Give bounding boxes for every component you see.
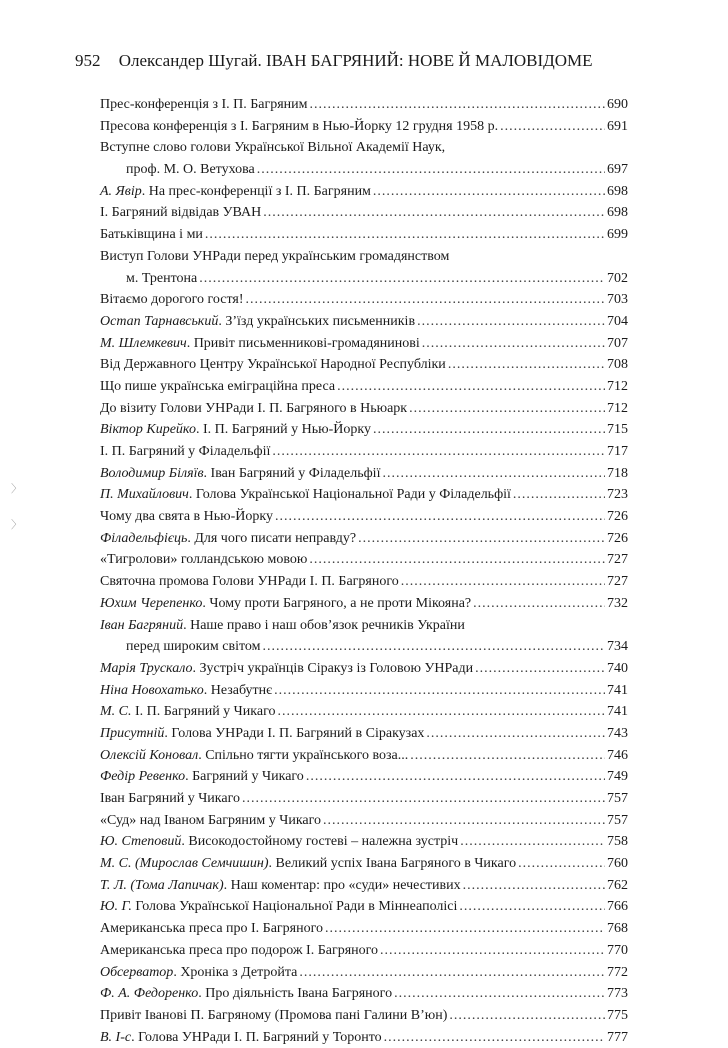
toc-entry: [100, 723, 628, 745]
entry-author: Ю. Степовий: [100, 834, 182, 850]
entry-title: [100, 788, 240, 810]
toc-entry: [100, 593, 628, 615]
dot-leader: [401, 571, 605, 593]
entry-author: Віктор Кирейко: [100, 422, 196, 438]
entry-page-number: 757: [607, 812, 628, 828]
entry-title-text: Голова Української Національної Ради в Міннеаполісі: [131, 899, 458, 915]
toc-entry: [100, 333, 628, 355]
entry-page-number: 772: [607, 964, 628, 980]
entry-author: Ніна Новохатько: [100, 682, 204, 698]
toc-entry: [100, 506, 628, 528]
toc-entry: [100, 788, 628, 810]
toc-entry: [100, 116, 628, 138]
toc-entry: [100, 528, 628, 550]
entry-page-number: 758: [607, 834, 628, 850]
entry-title: [100, 896, 457, 918]
entry-title: [100, 745, 408, 767]
entry-title: [100, 962, 297, 984]
toc-entry: [100, 549, 628, 571]
entry-title-text: І. Багряний відвідав УВАН: [100, 205, 262, 221]
entry-page-number: 762: [607, 877, 628, 893]
entry-title: [100, 571, 399, 593]
entry-title-text: . Наш коментар: про «суди» нечестивих: [223, 877, 461, 893]
entry-title-text: «Тигролови» голландською мовою: [100, 552, 308, 568]
entry-title: [100, 723, 424, 745]
entry-title-text: . Великий успіх Івана Багряного в Чикаго: [268, 856, 517, 872]
entry-title-text: . Високодостойному гостеві – належна зустріч: [181, 834, 459, 850]
toc-entry: [100, 615, 628, 658]
entry-author: Філадельфієць: [100, 530, 188, 546]
entry-title-text: перед широким світом: [126, 639, 261, 655]
dot-leader: [263, 202, 605, 224]
entry-page-number: 723: [607, 487, 628, 503]
entry-author: Федір Ревенко: [100, 769, 186, 785]
entry-title-text: Що пише українська еміграційна преса: [100, 378, 336, 394]
toc-entry: [100, 701, 628, 723]
toc-entry: [100, 376, 628, 398]
dot-leader: [460, 831, 605, 853]
entry-title: [100, 137, 445, 159]
entry-title: [100, 810, 321, 832]
entry-title-text: . Привіт письменникові-громадянинові: [186, 335, 420, 351]
entry-title-text: м. Трентона: [126, 270, 198, 286]
toc-entry: [100, 137, 628, 180]
dot-leader: [358, 528, 605, 550]
entry-page-number: 766: [607, 899, 628, 915]
entry-title-text: . Голова УНРади І. П. Багряний у Торонто: [131, 1029, 382, 1045]
entry-author: Т. Л. (Тома Лапичак): [100, 877, 224, 893]
entry-title: [126, 159, 255, 181]
entry-title-text: . Іван Багряний у Філадельфії: [203, 465, 381, 481]
dot-leader: [274, 680, 605, 702]
entry-author: Юхим Черепенко: [100, 595, 203, 611]
dot-leader: [459, 896, 605, 918]
toc-entry: [100, 224, 628, 246]
entry-title: [100, 983, 392, 1005]
entry-title-text: Вітаємо дорогого гостя!: [100, 292, 244, 308]
entry-title: [100, 528, 356, 550]
entry-title: [100, 246, 449, 268]
entry-title-text: Виступ Голови УНРади перед українським громадянством: [100, 248, 450, 264]
entry-title-text: Чому два свята в Нью-Йорку: [100, 509, 273, 525]
entry-author: Володимир Біляїв: [100, 465, 204, 481]
dot-leader: [426, 723, 605, 745]
entry-title-text: Американська преса про І. Багряного: [100, 921, 324, 937]
toc-entry: [100, 419, 628, 441]
entry-title: [100, 658, 473, 680]
entry-title-text: Вступне слово голови Української Вільної Академії Наук,: [100, 140, 446, 156]
dot-leader: [309, 549, 605, 571]
dot-leader: [242, 788, 605, 810]
toc-entry: [100, 441, 628, 463]
entry-title-text: «Суд» над Іваном Багряним у Чикаго: [100, 812, 322, 828]
entry-title-text: Іван Багряний у Чикаго: [100, 791, 240, 806]
entry-title-text: До візиту Голови УНРади І. П. Багряного в Ньюарк: [100, 400, 408, 416]
entry-title-text: . Незабутнє: [203, 682, 273, 698]
entry-title-text: . Про діяльність Івана Багряного: [198, 986, 393, 1002]
entry-page-number: 726: [607, 530, 628, 546]
toc-entry: [100, 766, 628, 788]
entry-page-number: 708: [607, 357, 628, 373]
entry-author: Марія Трускало: [100, 660, 193, 676]
entry-title-text: . Голова УНРади І. П. Багряний в Сіракузах: [164, 725, 425, 741]
toc-entry: [100, 463, 628, 485]
entry-page-number: 727: [607, 552, 628, 568]
entry-title-text: Батьківщина і ми: [100, 227, 203, 243]
dot-leader: [394, 983, 605, 1005]
entry-title: [126, 268, 197, 290]
dot-leader: [380, 940, 605, 962]
entry-page-number: 707: [607, 335, 628, 351]
toc-entry: [100, 983, 628, 1005]
entry-title: [100, 463, 380, 485]
entry-page-number: 746: [607, 747, 628, 763]
margin-mark: 〉: [11, 483, 22, 495]
dot-leader: [384, 1027, 605, 1048]
entry-title-text: Від Державного Центру Української Народної Республіки: [100, 357, 446, 373]
entry-title-text: . На прес-конференції з І. П. Багряним: [141, 183, 371, 199]
entry-author: П. Михайлович: [100, 487, 189, 503]
dot-leader: [409, 398, 605, 420]
entry-title-text: . Для чого писати неправду?: [187, 530, 357, 546]
dot-leader: [463, 875, 605, 897]
entry-author: Ю. Г.: [100, 899, 132, 915]
entry-title: [100, 441, 270, 463]
entry-title-text: Святочна промова Голови УНРади І. П. Багряного: [100, 574, 399, 590]
entry-page-number: 741: [607, 682, 628, 698]
entry-page-number: 691: [607, 118, 628, 134]
entry-title: [100, 311, 415, 333]
entry-title: [100, 918, 323, 940]
table-of-contents: [100, 94, 628, 1048]
entry-title: [100, 354, 446, 376]
toc-entry: [100, 1005, 628, 1027]
entry-author: М. Шлемкевич: [100, 335, 187, 351]
entry-author: Обсерватор: [100, 964, 174, 980]
entry-page-number: 741: [607, 704, 628, 720]
entry-page-number: 698: [607, 205, 628, 221]
dot-leader: [277, 701, 605, 723]
entry-title-text: . Зустріч українців Сіракуз із Головою УНРади: [192, 660, 474, 676]
entry-page-number: 690: [607, 97, 628, 112]
entry-title-text: Американська преса про подорож І. Багряного: [100, 942, 379, 958]
dot-leader: [306, 766, 605, 788]
entry-title: [100, 593, 471, 615]
toc-entry: [100, 202, 628, 224]
entry-page-number: 760: [607, 856, 628, 872]
dot-leader: [272, 441, 605, 463]
entry-title-text: проф. М. О. Ветухова: [126, 162, 255, 178]
entry-title-text: . Чому проти Багряного, а не проти Мікояна?: [202, 595, 472, 611]
entry-page-number: 740: [607, 660, 628, 676]
toc-entry: [100, 962, 628, 984]
entry-title: [100, 419, 371, 441]
entry-page-number: 775: [607, 1007, 628, 1023]
dot-leader: [513, 484, 605, 506]
entry-page-number: 726: [607, 509, 628, 525]
dot-leader: [310, 94, 605, 116]
toc-entry: [100, 1027, 628, 1048]
dot-leader: [500, 116, 605, 138]
entry-title: [100, 289, 244, 311]
entry-page-number: 715: [607, 422, 628, 438]
dot-leader: [299, 962, 605, 984]
dot-leader: [246, 289, 606, 311]
entry-title: [100, 202, 261, 224]
dot-leader: [473, 593, 605, 615]
entry-page-number: 749: [607, 769, 628, 785]
dot-leader: [325, 918, 605, 940]
entry-title-text: . Спільно тягти українського воза...: [198, 747, 409, 763]
entry-page-number: 734: [607, 639, 628, 655]
entry-title: [100, 484, 511, 506]
entry-title-text: . З’їзд українських письменників: [218, 313, 416, 329]
toc-entry: [100, 398, 628, 420]
dot-leader: [373, 181, 605, 203]
margin-mark: 〉: [11, 519, 22, 531]
entry-title-text: Прес-конференція з І. П. Багряним: [100, 97, 308, 112]
entry-title: [100, 398, 407, 420]
dot-leader: [263, 636, 605, 658]
toc-entry: [100, 246, 628, 289]
entry-title-text: Пресова конференція з І. Багряним в Нью-Йорку 12 грудня 1958 р.: [100, 118, 499, 134]
dot-leader: [410, 745, 605, 767]
entry-title: [100, 766, 304, 788]
entry-title: [126, 636, 261, 658]
entry-title: [100, 831, 458, 853]
entry-title-text: . Багряний у Чикаго: [185, 769, 304, 785]
toc-entry: [100, 571, 628, 593]
dot-leader: [205, 224, 605, 246]
entry-author: Іван Багряний: [100, 617, 184, 633]
entry-page-number: 732: [607, 595, 628, 611]
page-number: 952: [75, 51, 101, 70]
entry-author: Остап Тарнавський: [100, 313, 219, 329]
entry-title: [100, 940, 378, 962]
dot-leader: [475, 658, 605, 680]
toc-entry: [100, 853, 628, 875]
dot-leader: [373, 419, 605, 441]
entry-title: [100, 376, 335, 398]
entry-title: [100, 701, 275, 723]
toc-entry: [100, 354, 628, 376]
running-header: [75, 51, 655, 73]
entry-author: Олексій Коновал: [100, 747, 199, 763]
entry-page-number: 757: [607, 791, 628, 806]
entry-title-text: . І. П. Багряний у Нью-Йорку: [195, 422, 371, 438]
dot-leader: [518, 853, 605, 875]
entry-author: Ф. А. Федоренко: [100, 986, 199, 1002]
entry-title-text: Привіт Іванові П. Багряному (Промова пані Галини В’юн): [100, 1007, 448, 1023]
toc-entry: [100, 918, 628, 940]
dot-leader: [422, 333, 605, 355]
entry-title: [100, 333, 420, 355]
entry-page-number: 743: [607, 725, 628, 741]
entry-page-number: 727: [607, 574, 628, 590]
entry-title: [100, 853, 516, 875]
toc-entry: [100, 875, 628, 897]
toc-entry: [100, 745, 628, 767]
toc-entry: [100, 896, 628, 918]
dot-leader: [323, 810, 605, 832]
entry-title-text: . Голова Української Національної Ради у Філадельфії: [188, 487, 511, 503]
entry-title: [100, 224, 203, 246]
dot-leader: [448, 354, 605, 376]
entry-page-number: 698: [607, 183, 628, 199]
entry-author: М. С.: [100, 704, 132, 720]
toc-entry: [100, 680, 628, 702]
entry-title: [100, 549, 307, 571]
entry-title: [100, 116, 498, 138]
entry-page-number: 697: [607, 162, 628, 178]
dot-leader: [257, 159, 605, 181]
dot-leader: [449, 1005, 605, 1027]
entry-author: А. Явір: [100, 183, 142, 199]
dot-leader: [199, 268, 605, 290]
toc-entry: [100, 289, 628, 311]
entry-title-text: . Наше право і наш обов’язок речників України: [183, 617, 465, 633]
entry-title: [100, 680, 272, 702]
entry-page-number: 702: [607, 270, 628, 286]
dot-leader: [417, 311, 605, 333]
toc-entry: [100, 831, 628, 853]
entry-title: [100, 1027, 382, 1048]
entry-page-number: 770: [607, 942, 628, 958]
entry-title-text: І. П. Багряний у Чикаго: [131, 704, 276, 720]
entry-page-number: 703: [607, 292, 628, 308]
entry-page-number: 777: [607, 1029, 628, 1045]
entry-page-number: 718: [607, 465, 628, 481]
entry-page-number: 699: [607, 227, 628, 243]
dot-leader: [275, 506, 605, 528]
toc-entry: [100, 810, 628, 832]
entry-page-number: 768: [607, 921, 628, 937]
entry-title-text: І. П. Багряний у Філадельфії: [100, 444, 271, 459]
entry-title: [100, 615, 465, 637]
toc-entry: [100, 940, 628, 962]
entry-page-number: 717: [607, 444, 628, 459]
entry-page-number: 712: [607, 378, 628, 394]
entry-author: Присутній: [100, 725, 165, 741]
entry-title: [100, 1005, 447, 1027]
entry-title-text: . Хроніка з Детройта: [173, 964, 298, 980]
entry-author: В. І-с: [100, 1029, 132, 1045]
entry-author: М. С. (Мирослав Семчишин): [100, 856, 269, 872]
entry-title: [100, 181, 371, 203]
toc-entry: [100, 94, 628, 116]
toc-entry: [100, 311, 628, 333]
entry-title: [100, 94, 308, 116]
toc-entry: [100, 658, 628, 680]
dot-leader: [337, 376, 605, 398]
toc-entry: [100, 181, 628, 203]
toc-entry: [100, 484, 628, 506]
entry-page-number: 704: [607, 313, 628, 329]
dot-leader: [382, 463, 605, 485]
running-title: Олександер Шугай. ІВАН БАГРЯНИЙ: НОВЕ Й МАЛОВІДОМЕ: [118, 51, 593, 70]
entry-title: [100, 506, 273, 528]
entry-page-number: 773: [607, 986, 628, 1002]
entry-title: [100, 875, 461, 897]
entry-page-number: 712: [607, 400, 628, 416]
